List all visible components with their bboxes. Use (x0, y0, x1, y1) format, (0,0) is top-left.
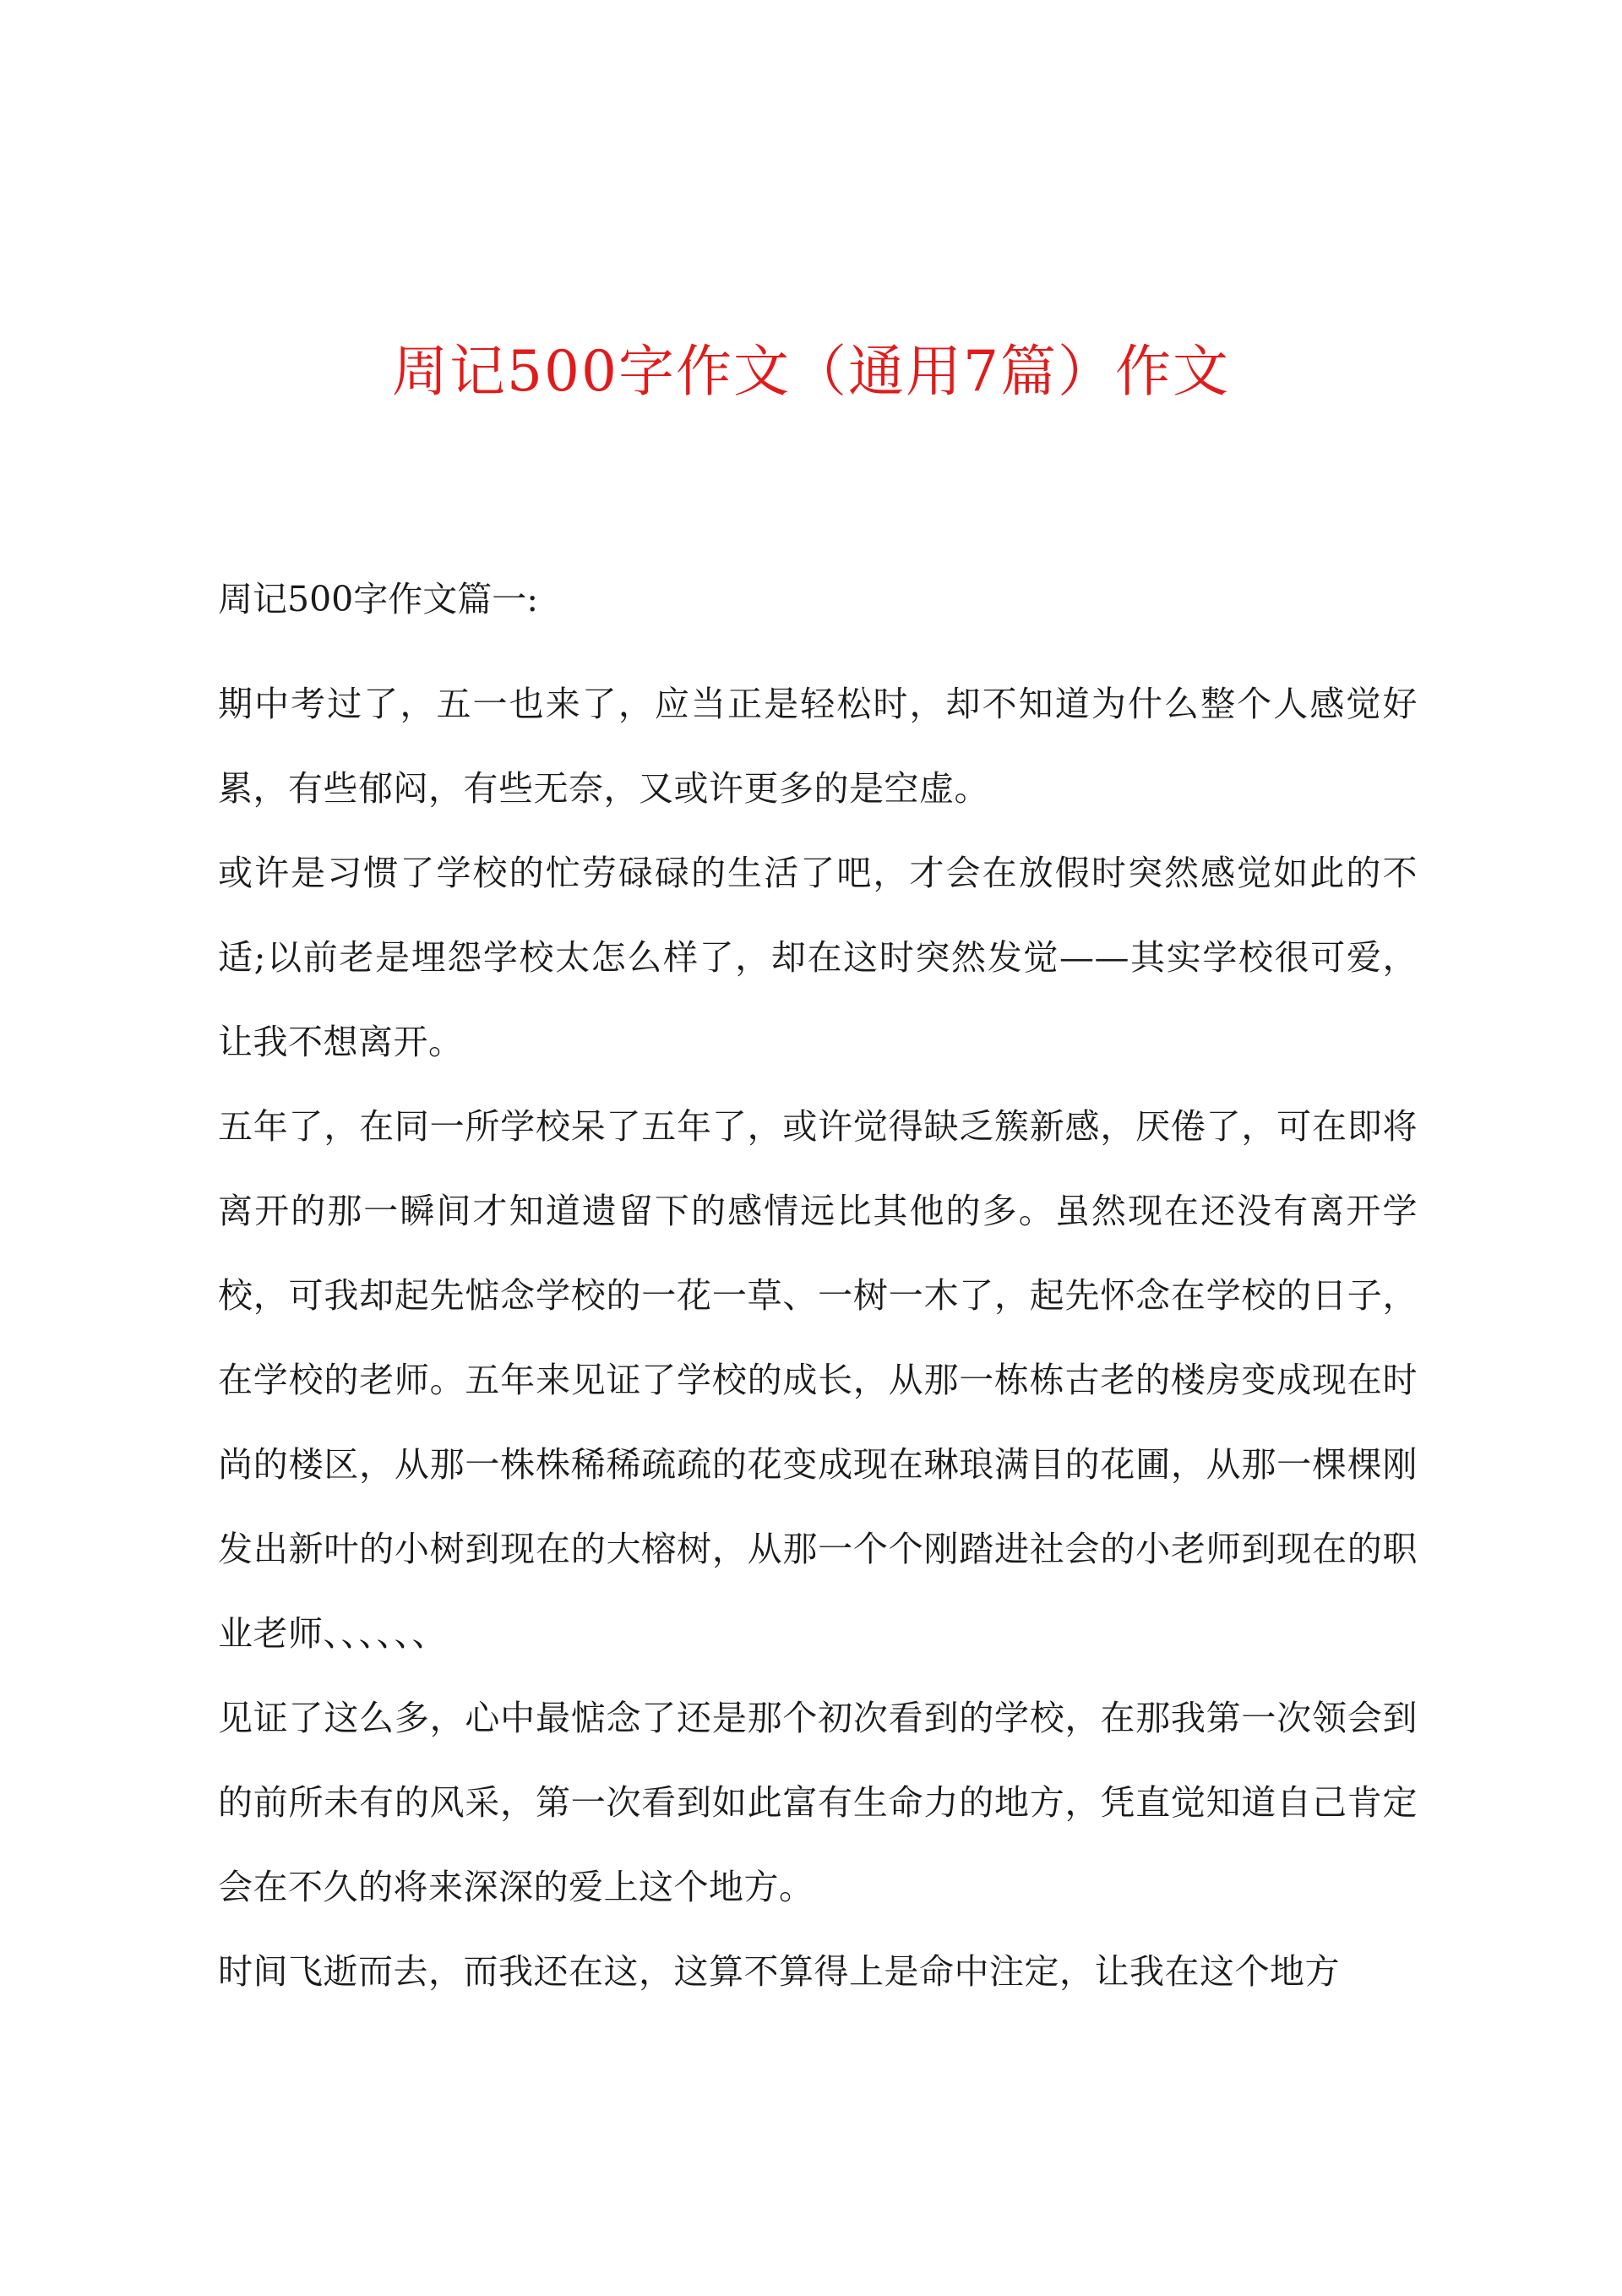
document-body (218, 577, 1418, 2014)
section-heading: 周记500字作文篇一: (218, 579, 539, 619)
paragraph-4: 见证了这么多，心中最惦念了还是那个初次看到的学校，在那我第一次领会到的前所未有的风采，第一次看到如此富有生命力的地方，凭直觉知道自己肯定会在不久的将来深深的爱上这个地方。 (218, 1698, 1418, 1907)
document-title: 周记500字作文（通用7篇）作文 (392, 339, 1230, 404)
paragraph-5: 时间飞逝而去，而我还在这，这算不算得上是命中注定，让我在这个地方 (218, 1951, 1340, 1992)
paragraph-3: 五年了，在同一所学校呆了五年了，或许觉得缺乏簇新感，厌倦了，可在即将离开的那一瞬间才知道遗留下的感情远比其他的多。虽然现在还没有离开学校，可我却起先惦念学校的一花一草、一树一木了，起先怀念在学校的日子，在学校的老师。五年来见证了学校的成长，从那一栋栋古老的楼房变成现在时尚的楼区，从那一株株稀稀疏疏的花变成现在琳琅满目的花圃，从那一棵棵刚发出新叶的小树到现在的大榕树，从那一个个刚踏进社会的小老师到现在的职业老师、、、、、、 (218, 1106, 1418, 1654)
paragraph-1: 期中考过了，五一也来了，应当正是轻松时，却不知道为什么整个人感觉好累，有些郁闷，有些无奈，又或许更多的是空虚。 (218, 684, 1418, 809)
paragraph-2: 或许是习惯了学校的忙劳碌碌的生活了吧，才会在放假时突然感觉如此的不适;以前老是埋怨学校太怎么样了，却在这时突然发觉——其实学校很可爱，让我不想离开。 (218, 853, 1418, 1062)
